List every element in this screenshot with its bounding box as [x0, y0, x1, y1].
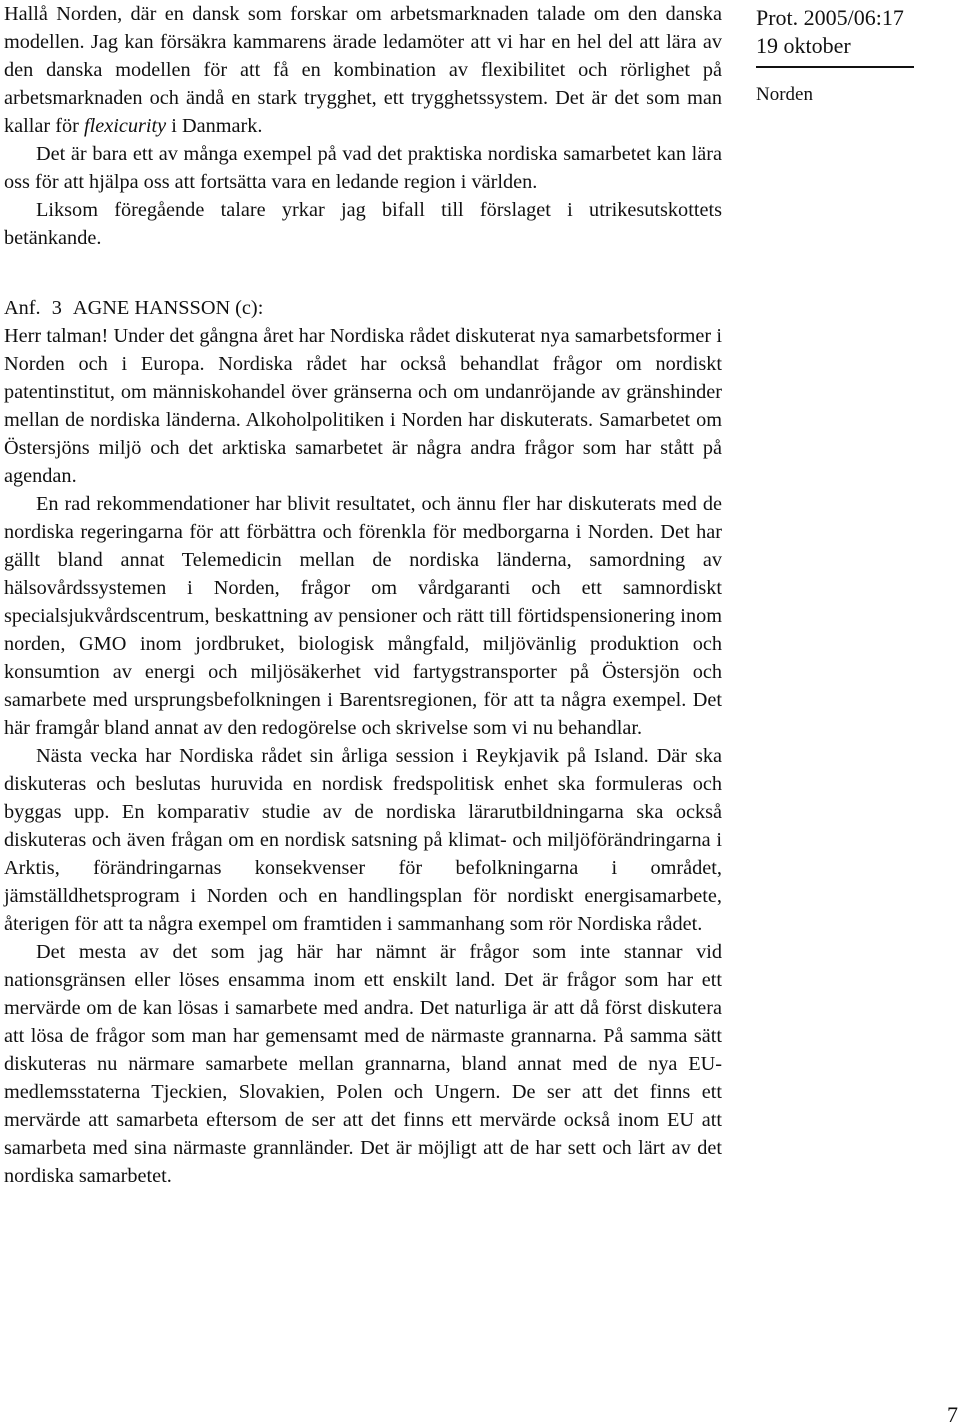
speaker-number: 3 [51, 297, 62, 319]
paragraph [4, 0, 722, 140]
section-gap [4, 252, 722, 280]
paragraph-text: Det mesta av det som jag här har nämnt är frågor som inte stannar vid nationsgränsen eller löses ensamma inom ett enskilt land. Det är frågor som har ett mervärde om de kan lösas i samarbete med andra. Det naturliga är att då först diskutera att lösa de frågor som man har gemensamt med de närmaste grannarna. På samma sätt diskuteras nu närmare samarbete mellan grannarna, bland annat med de nya EU-medlemsstaterna Tjeckien, Slovakien, Polen och Ungern. De ser att det finns ett mervärde att samarbeta eftersom de ser att det finns ett mervärde också inom EU att samarbeta med sina närmaste grannländer. Det är möjligt att de har sett och lärt av det nordiska samarbetet. [4, 941, 722, 1187]
intro-section [4, 0, 722, 252]
page-number: 7 [947, 1402, 958, 1427]
paragraph [4, 322, 722, 490]
paragraph [4, 742, 722, 938]
speaker-name: AGNE HANSSON (c): [72, 297, 264, 319]
margin-column [756, 4, 946, 108]
section-gap [4, 280, 722, 294]
margin-topic: Norden [756, 84, 813, 105]
margin-divider [756, 66, 914, 68]
speaker-prefix: Anf. [4, 297, 41, 319]
paragraph [4, 490, 722, 742]
paragraph [4, 196, 722, 252]
paragraph-text: Hallå Norden, där en dansk som forskar om arbetsmarknaden talade om den danska modellen. Jag kan försäkra kammarens ärade ledamöter att vi har en hel del att lära av den danska modellen för att få en kombination av flexibilitet och rörlighet på arbetsmarknaden och ändå en stark trygghet, ett trygghetssystem. Det är det som man kallar för [4, 3, 722, 137]
protocol-reference: Prot. 2005/06:17 [756, 5, 904, 30]
speech-section [4, 322, 722, 1190]
paragraph [4, 140, 722, 196]
emphasized-term: flexicurity [83, 115, 167, 137]
paragraph-text: i Danmark. [166, 115, 263, 137]
paragraph-text: En rad rekommendationer har blivit resultatet, och ännu fler har diskuterats med de nordiska regeringarna för att förbättra och förenkla för medborgarna i Norden. Det har gällt bland annat Telemedicin mellan de nordiska länderna, samordning av hälsovårdssystemen i Norden, frågor om vårdgaranti och ett samnordiskt specialsjukvårdscentrum, beskattning av pensioner och rätt till förtidspensionering inom norden, GMO inom jordbruket, biologisk mångfald, miljövänlig produktion och konsumtion av energi och miljösäkerhet vid fartygstransporter på Östersjön och samarbete med ursprungsbefolkningen i Barentsregionen, för att ta några exempel. Det här framgår bland annat av den redogörelse och skrivelse som vi nu behandlar. [4, 493, 722, 739]
paragraph-text: Herr talman! Under det gångna året har Nordiska rådet diskuterat nya samarbetsformer i Norden och i Europa. Nordiska rådet har också behandlat frågor om nordiskt patentinstitut, om människohandel över gränserna och om undanröjande av gränshinder mellan de nordiska länderna. Alkoholpolitiken i Norden har diskuterats. Samarbetet om Östersjöns miljö och det arktiska samarbetet är några andra frågor som har stått på agendan. [4, 325, 722, 487]
protocol-date: 19 oktober [756, 33, 851, 58]
paragraph-text: Det är bara ett av många exempel på vad det praktiska nordiska samarbetet kan lära oss för att hjälpa oss att fortsätta vara en ledande region i världen. [4, 143, 722, 193]
speaker-heading [4, 294, 722, 322]
paragraph [4, 938, 722, 1190]
paragraph-text: Liksom föregående talare yrkar jag bifall till förslaget i utrikesutskottets betänkande. [4, 199, 722, 249]
main-text-column [4, 0, 722, 1190]
paragraph-text: Nästa vecka har Nordiska rådet sin årliga session i Reykjavik på Island. Där ska diskuteras och beslutas huruvida en nordisk fredspolitisk enhet ska formuleras och byggas upp. En komparativ studie av de nordiska lärarutbildningarna ska också diskuteras och även frågan om en nordisk satsning på klimat- och miljöförändringarna i Arktis, förändringarnas konsekvenser för befolkningarna i området, jämställdhetsprogram i Norden och en handlingsplan för nordiskt energisamarbete, återigen för att ta några exempel om framtiden i sammanhang som rör Nordiska rådet. [4, 745, 722, 935]
